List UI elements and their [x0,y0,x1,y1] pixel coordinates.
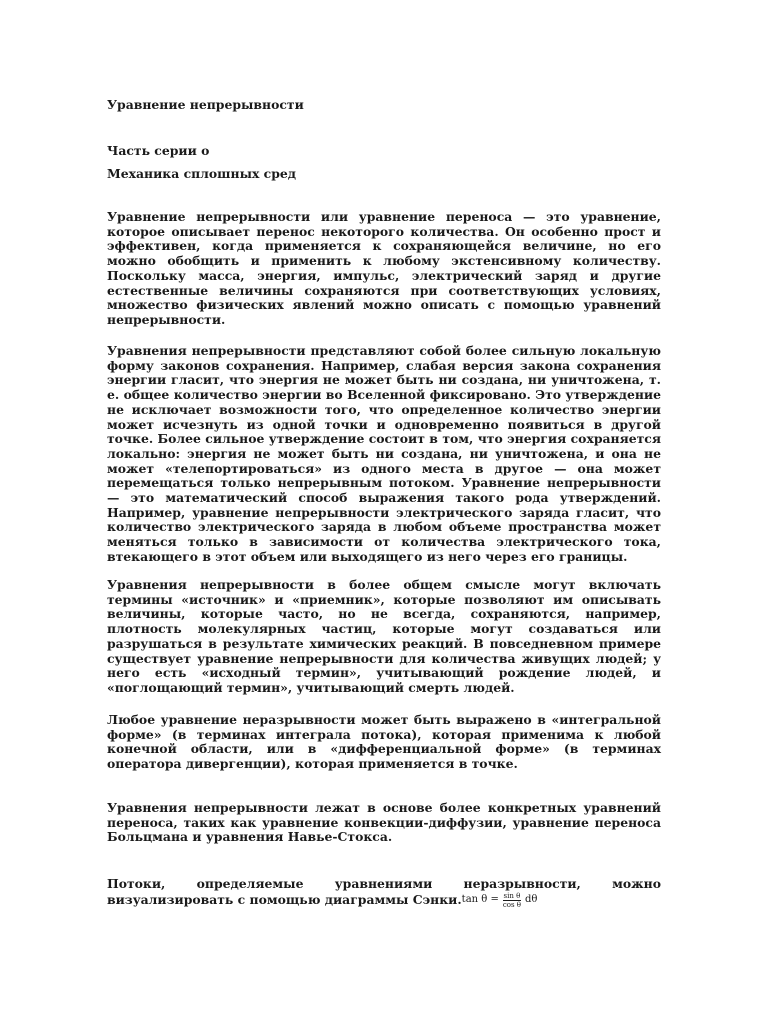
tan-formula [462,892,538,909]
paragraph-sankey-text: Потоки, определяемые уравнениями неразрывности, можно визуализировать с помощью диаграммы Сэнки. [107,876,661,907]
formula-suffix: dθ [525,893,538,905]
formula-fraction [502,892,522,909]
paragraph-sankey [107,877,661,909]
series-label: Часть серии о [107,143,210,158]
formula-numerator: sin θ [503,891,521,900]
formula-lhs: tan θ = [461,893,499,905]
document-title: Уравнение непрерывности [107,97,304,112]
paragraph-source-sink: Уравнения непрерывности в более общем смысле могут включать термины «источник» и «приемник», которые позволяют им описывать величины, которые часто, но не всегда, сохраняются, например, плотность молекулярных частиц, которые могут создаваться или разрушаться в результате химических реакций. В повседневном примере существует уравнение непрерывности для количества живущих людей; у него есть «исходный термин», учитывающий рождение людей, и «поглощающий термин», учитывающий смерть людей. [107,577,661,695]
paragraph-intro: Уравнение непрерывности или уравнение переноса — это уравнение, которое описывает перенос некоторого количества. Он особенно прост и эффективен, когда применяется к сохраняющейся величине, но его можно обобщить и применить к любому экстенсивному количеству. Поскольку масса, энергия, импульс, электрический заряд и другие естественные величины сохраняются при соответствующих условиях, множество физических явлений можно описать с помощью уравнений непрерывности. [107,209,661,327]
formula-denominator: cos θ [502,900,522,909]
document-page [107,0,661,1024]
paragraph-conservation: Уравнения непрерывности представляют собой более сильную локальную форму законов сохранения. Например, слабая версия закона сохранения энергии гласит, что энергия не может быть ни создана, ни уничтожена, т. е. общее количество энергии во Вселенной фиксировано. Это утверждение не исключает возможности того, что определенное количество энергии может исчезнуть из одной точки и одновременно появиться в другой точке. Более сильное утверждение состоит в том, что энергия сохраняется локально: энергия не может быть ни создана, ни уничтожена, и она не может «телепортироваться» из одного места в другое — она может перемещаться только непрерывным потоком. Уравнение непрерывности — это математический способ выражения такого рода утверждений. Например, уравнение непрерывности электрического заряда гласит, что количество электрического заряда в любом объеме пространства может меняться только в зависимости от количества электрического тока, втекающего в этот объем или выходящего из него через его границы. [107,343,661,564]
paragraph-transport-equations: Уравнения непрерывности лежат в основе более конкретных уравнений переноса, таких как уравнение конвекции-диффузии, уравнение переноса Больцмана и уравнения Навье-Стокса. [107,800,661,845]
series-name: Механика сплошных сред [107,166,297,181]
paragraph-integral-form: Любое уравнение неразрывности может быть выражено в «интегральной форме» (в терминах интеграла потока), которая применима к любой конечной области, или в «дифференциальной форме» (в терминах оператора дивергенции), которая применяется в точке. [107,712,661,772]
